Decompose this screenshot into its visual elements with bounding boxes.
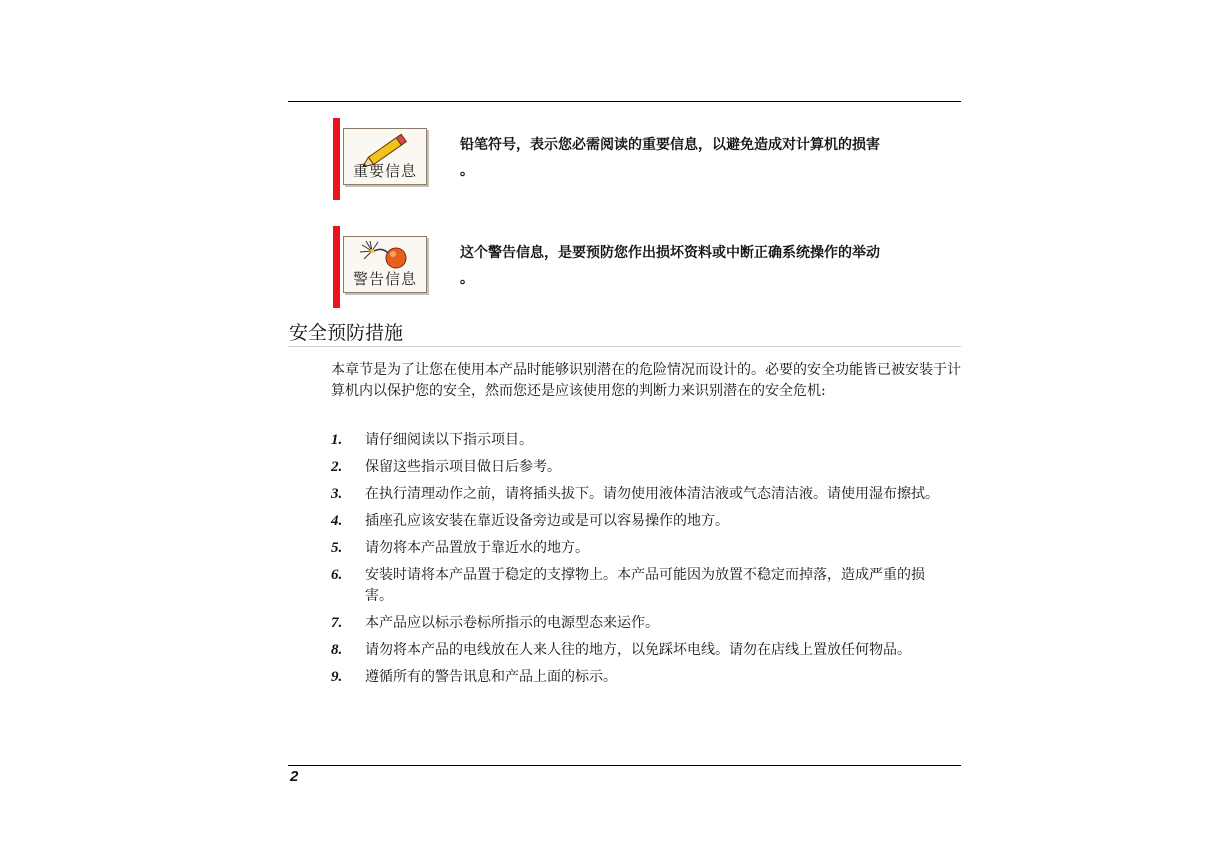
item-text: 本产品应以标示卷标所指示的电源型态来运作。 [365, 615, 659, 631]
list-item [331, 613, 961, 634]
item-text: 安装时请将本产品置于稳定的支撑物上。本产品可能因为放置不稳定而掉落，造成严重的损害。 [365, 567, 925, 604]
item-text: 请仔细阅读以下指示项目。 [365, 432, 533, 448]
item-number: 9. [331, 669, 343, 685]
item-number: 5. [331, 540, 343, 556]
badge-label: 重要信息 [352, 162, 417, 180]
notice-line: 铅笔符号，表示您必需阅读的重要信息，以避免造成对计算机的损害 [460, 137, 880, 153]
header-rule [288, 101, 961, 102]
warning-notice [333, 226, 953, 308]
item-text: 在执行清理动作之前，请将插头拔下。请勿使用液体清洁液或气态清洁液。请使用湿布擦拭。 [365, 486, 939, 502]
list-item [331, 640, 961, 661]
item-number: 2. [331, 459, 343, 475]
notice-line: 这个警告信息，是要预防您作出损坏资料或中断正确系统操作的举动 [460, 245, 880, 261]
item-text: 请勿将本产品置放于靠近水的地方。 [365, 540, 589, 556]
intro-paragraph: 本章节是为了让您在使用本产品时能够识别潜在的危险情况而设计的。必要的安全功能皆已被安装于计算机内以保护您的安全，然而您还是应该使用您的判断力来识别潜在的安全危机: [331, 362, 961, 399]
list-item [331, 565, 961, 607]
item-number: 6. [331, 567, 343, 583]
badge-label: 警告信息 [352, 270, 417, 288]
safety-list [331, 430, 961, 694]
list-item [331, 484, 961, 505]
list-item [331, 538, 961, 559]
important-info-badge [343, 128, 427, 185]
notice-line-cont: 。 [460, 163, 474, 179]
section-rule [288, 346, 961, 347]
notice-text [460, 132, 950, 184]
section-title: 安全预防措施 [289, 322, 404, 344]
item-text: 遵循所有的警告讯息和产品上面的标示。 [365, 669, 617, 685]
notice-accent-bar [333, 226, 340, 308]
notice-line-cont: 。 [460, 271, 474, 287]
item-number: 3. [331, 486, 343, 502]
footer-rule [288, 765, 961, 766]
list-item [331, 457, 961, 478]
notice-accent-bar [333, 118, 340, 200]
page-number: 2 [290, 768, 299, 785]
item-number: 1. [331, 432, 343, 448]
notice-text [460, 240, 950, 292]
important-notice [333, 118, 953, 200]
item-text: 保留这些指示项目做日后参考。 [365, 459, 561, 475]
list-item [331, 430, 961, 451]
warning-info-badge [343, 236, 427, 293]
item-text: 插座孔应该安装在靠近设备旁边或是可以容易操作的地方。 [365, 513, 729, 529]
item-number: 7. [331, 615, 343, 631]
item-text: 请勿将本产品的电线放在人来人往的地方，以免踩坏电线。请勿在店线上置放任何物品。 [365, 642, 911, 658]
list-item [331, 667, 961, 688]
item-number: 4. [331, 513, 343, 529]
item-number: 8. [331, 642, 343, 658]
list-item [331, 511, 961, 532]
